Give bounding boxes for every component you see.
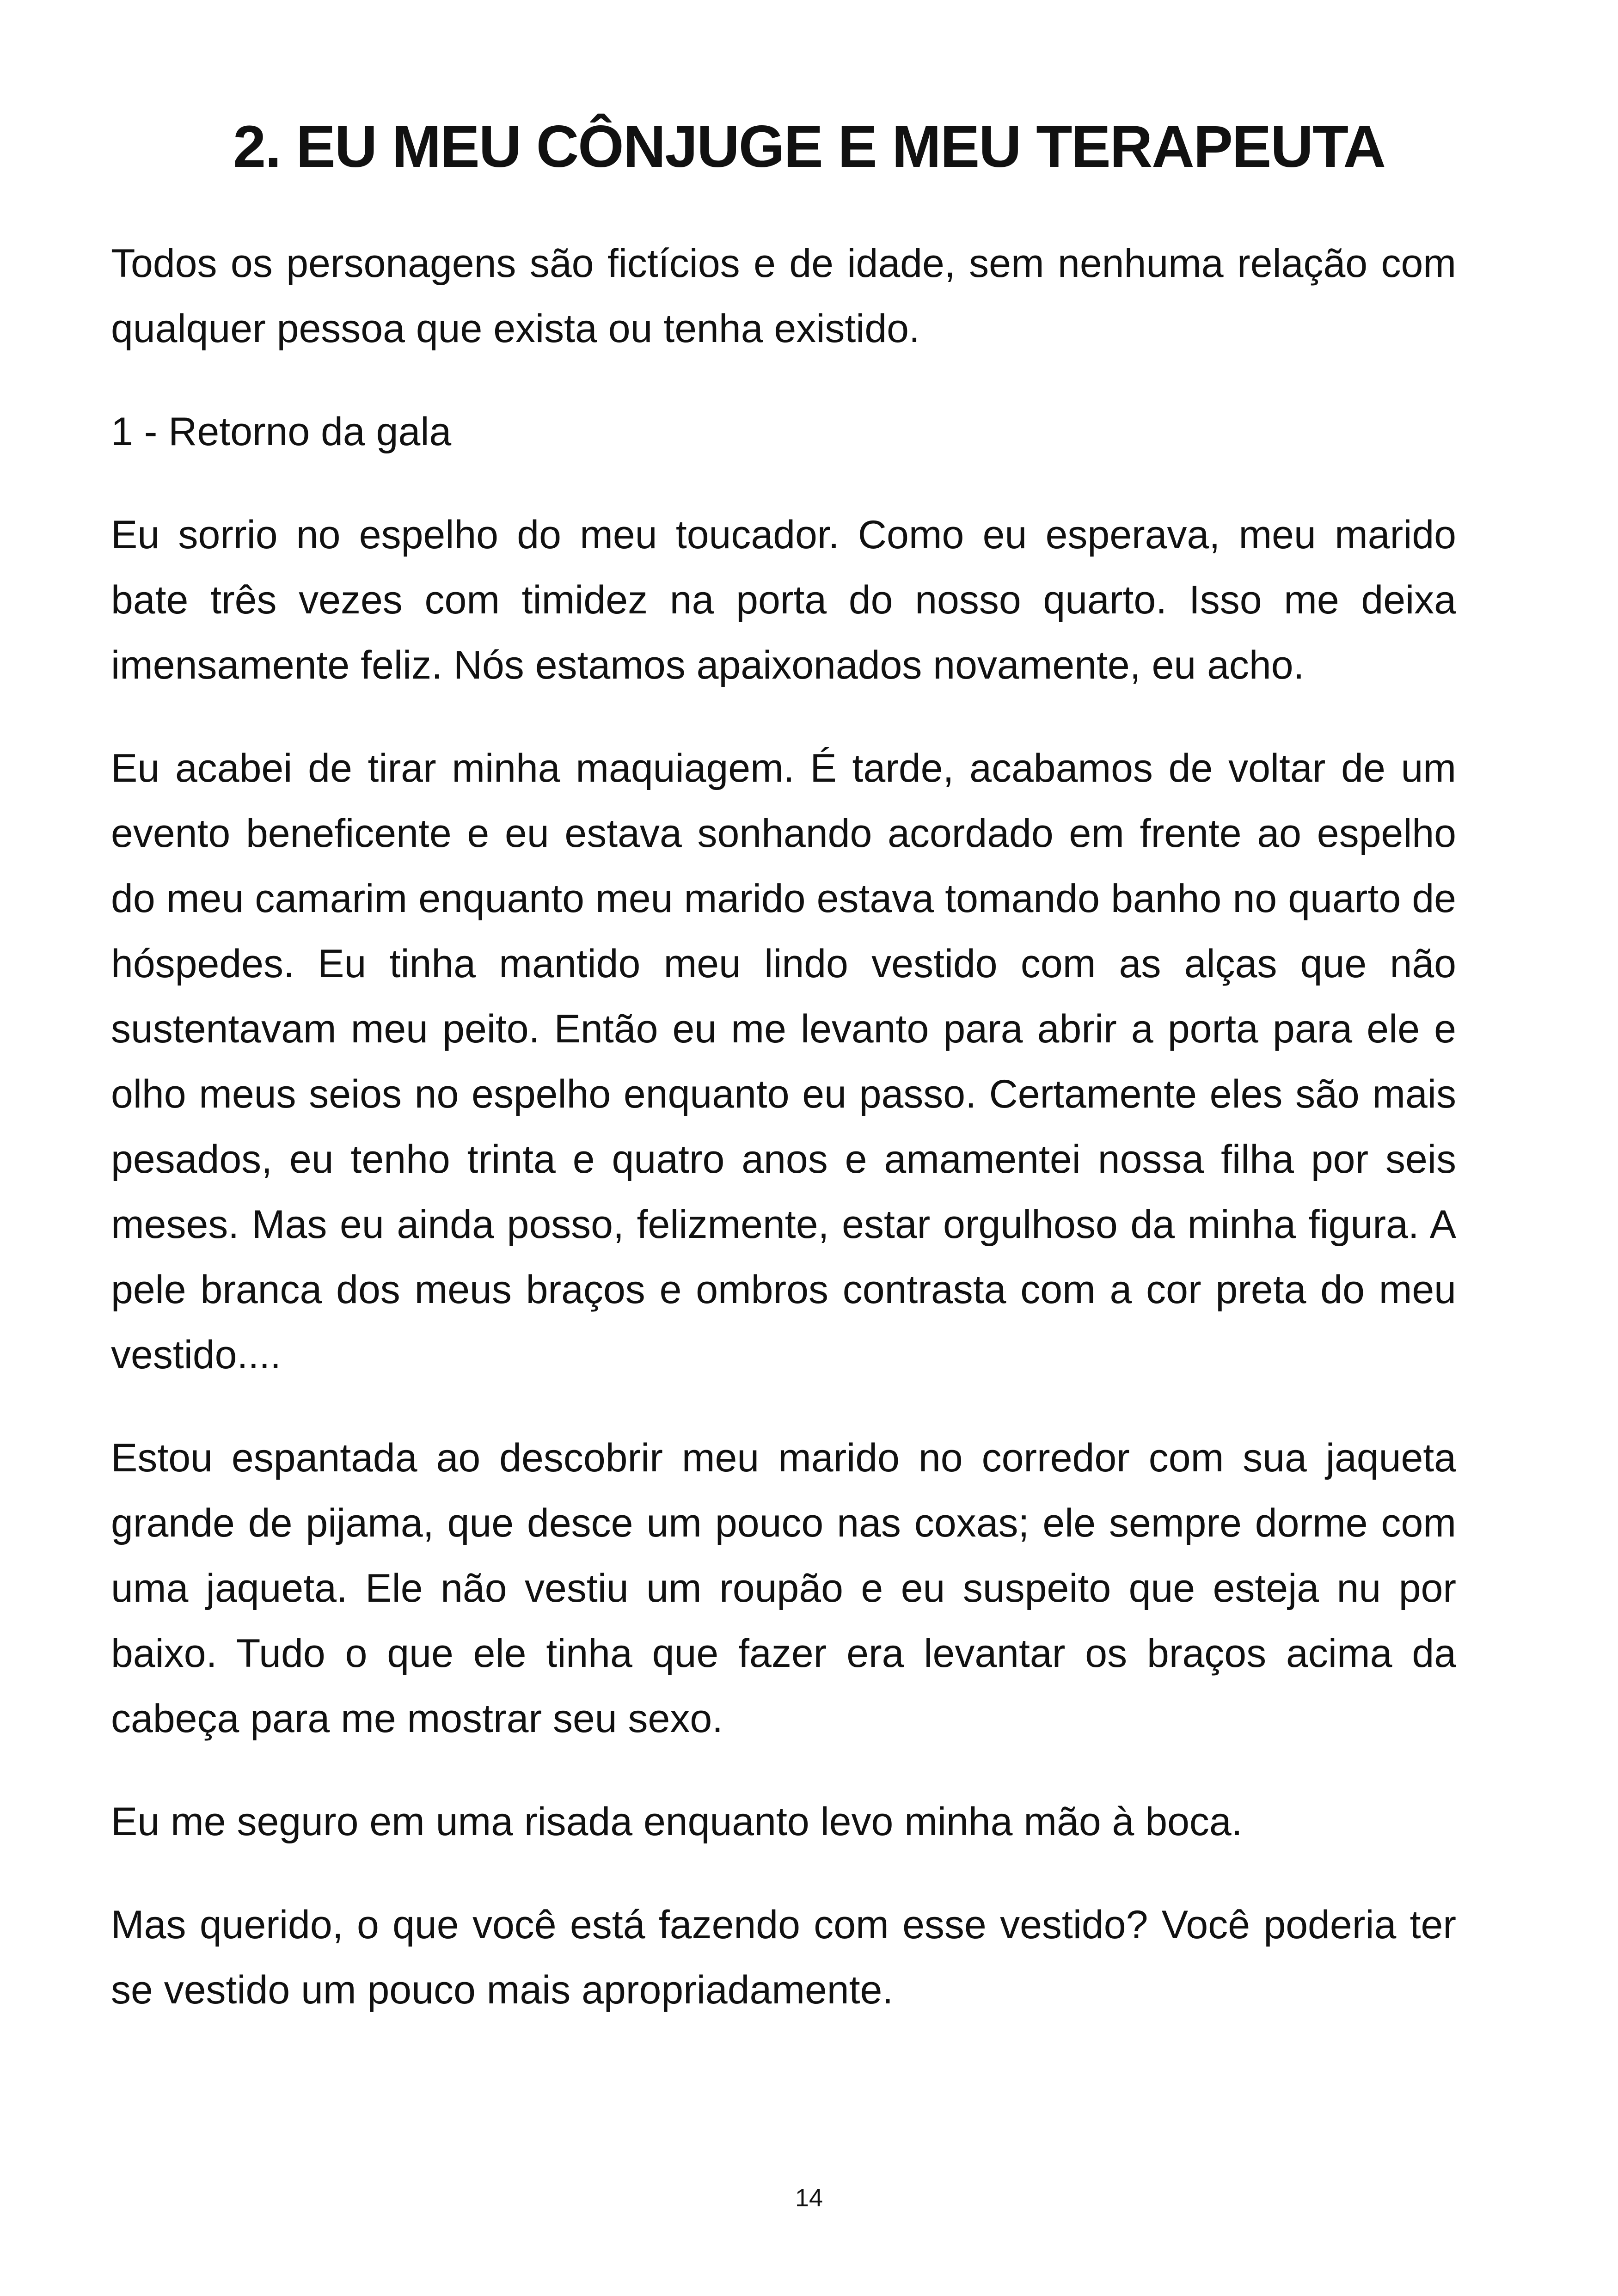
body-text: [111, 231, 1456, 2061]
paragraph: Mas querido, o que você está fazendo com esse vestido? Você poderia ter se vestido um pouco mais apropriadamente.: [111, 1903, 1456, 2012]
chapter-title: 2. EU MEU CÔNJUGE E MEU TERAPEUTA: [233, 114, 1385, 180]
page-number: 14: [795, 2184, 823, 2212]
paragraph: Eu sorrio no espelho do meu toucador. Como eu esperava, meu marido bate três vezes com timidez na porta do nosso quarto. Isso me deixa imensamente feliz. Nós estamos apaixonados novamente, eu acho.: [111, 513, 1456, 687]
paragraph: Eu acabei de tirar minha maquiagem. É tarde, acabamos de voltar de um evento beneficente e eu estava sonhando acordado em frente ao espelho do meu camarim enquanto meu marido estava tomando banho no quarto de hóspedes. Eu tinha mantido meu lindo vestido com as alças que não sustentavam meu peito. Então eu me levanto para abrir a porta para ele e olho meus seios no espelho enquanto eu passo. Certamente eles são mais pesados, eu tenho trinta e quatro anos e amamentei nossa filha por seis meses. Mas eu ainda posso, felizmente, estar orgulhoso da minha figura. A pele branca dos meus braços e ombros contrasta com a cor preta do meu vestido....: [111, 746, 1456, 1377]
paragraph: Estou espantada ao descobrir meu marido no corredor com sua jaqueta grande de pijama, que desce um pouco nas coxas; ele sempre dorme com uma jaqueta. Ele não vestiu um roupão e eu suspeito que esteja nu por baixo. Tudo o que ele tinha que fazer era levantar os braços acima da cabeça para me mostrar seu sexo.: [111, 1436, 1456, 1741]
paragraph: Eu me seguro em uma risada enquanto levo minha mão à boca.: [111, 1800, 1243, 1844]
disclaimer-paragraph: Todos os personagens são fictícios e de idade, sem nenhuma relação com qualquer pessoa que exista ou tenha existido.: [111, 241, 1456, 351]
section-heading: 1 - Retorno da gala: [111, 410, 452, 454]
